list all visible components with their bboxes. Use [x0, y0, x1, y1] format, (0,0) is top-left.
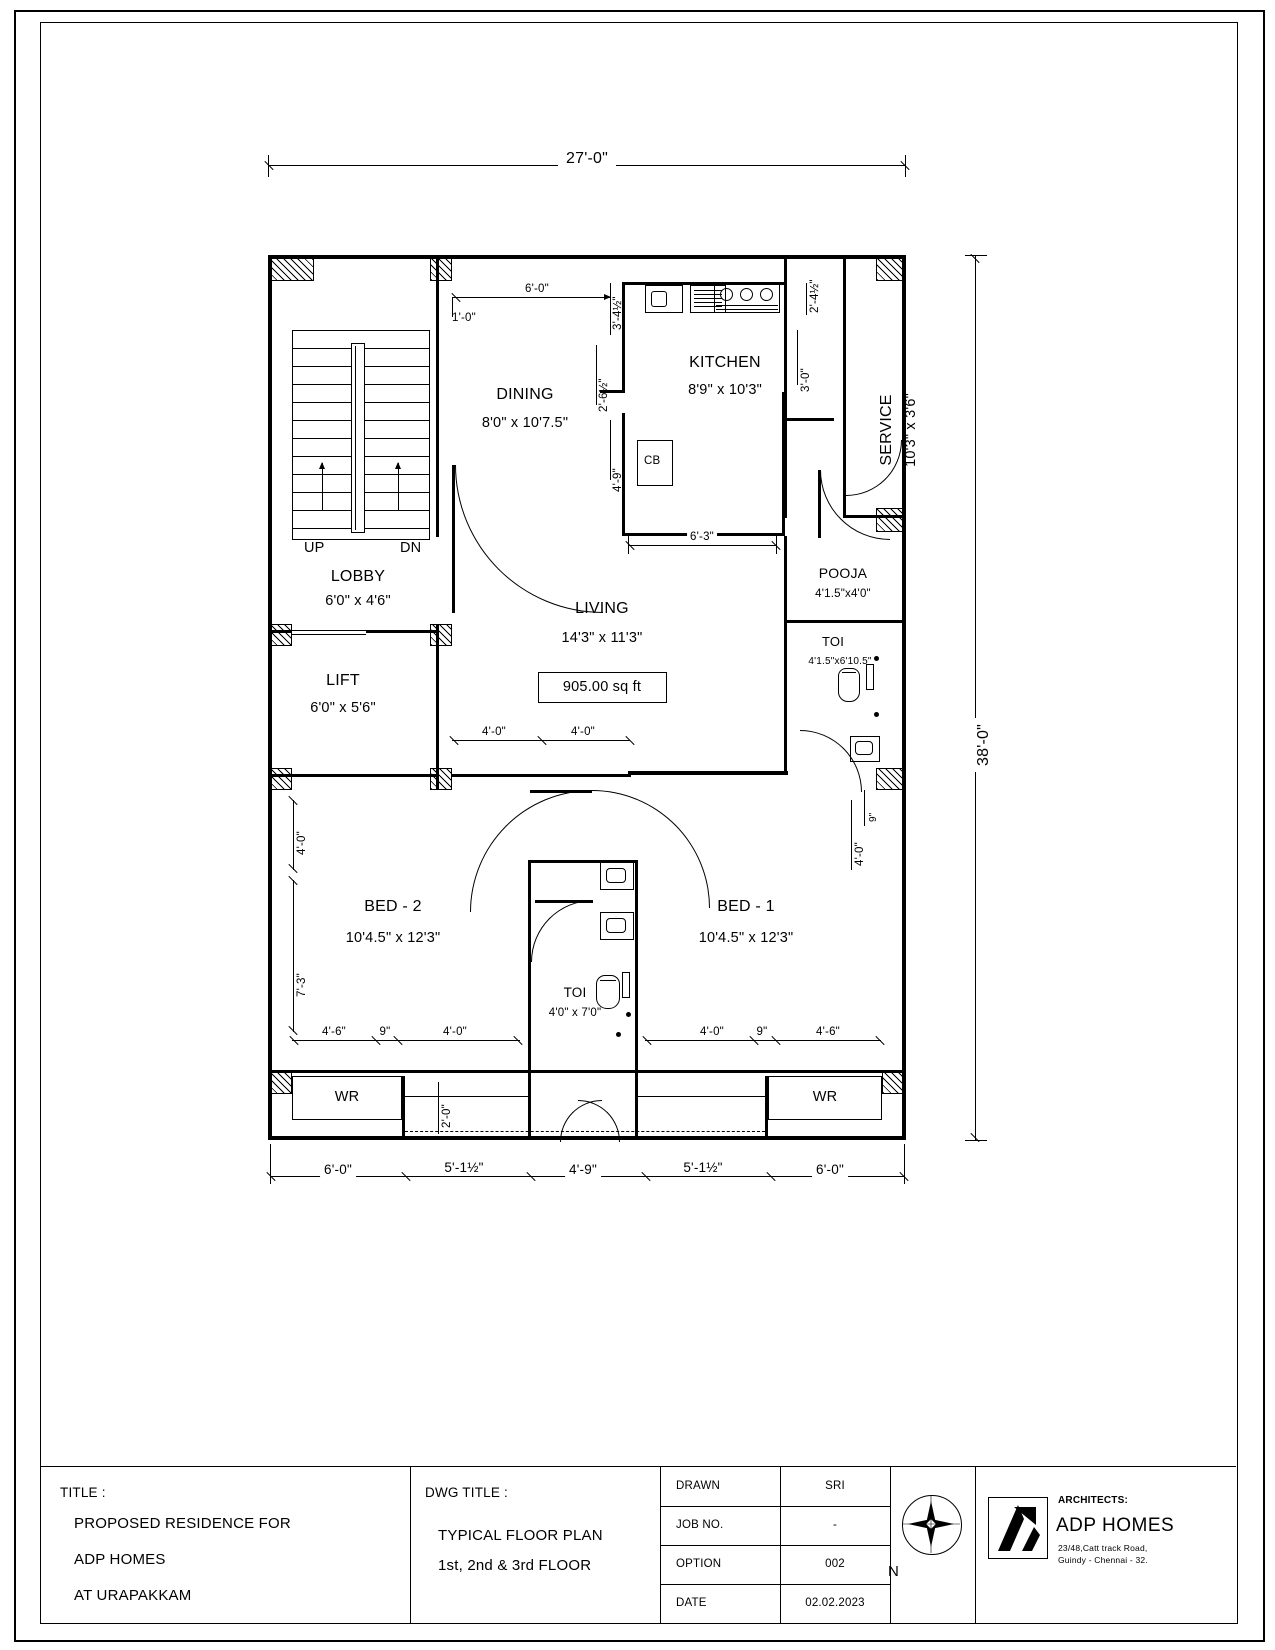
firm-name: ADP HOMES: [1056, 1515, 1175, 1536]
room-label-bed1: BED - 1: [717, 898, 775, 915]
balcony-line: [405, 1096, 528, 1097]
titleblock-dwg-label: DWG TITLE :: [425, 1485, 508, 1500]
titleblock-field-value-date: 02.02.2023: [805, 1597, 865, 1609]
dim-right-9: 9": [868, 812, 879, 822]
tap-point: [626, 1012, 631, 1017]
dim-bottom-2: 5'-1½": [440, 1160, 487, 1175]
dim-4-0-a: 4'-0": [479, 726, 509, 738]
dim-line: [438, 1082, 439, 1134]
dim-ext: [268, 155, 269, 177]
wall-top: [268, 255, 906, 259]
room-size-bed2: 10'4.5" x 12'3": [345, 930, 441, 946]
room-label-pooja: POOJA: [818, 565, 868, 581]
wall-internal: [635, 1076, 638, 1136]
wall-right: [902, 255, 906, 1140]
room-size-living: 14'3" x 11'3": [561, 630, 643, 646]
balcony-line: [638, 1096, 765, 1097]
room-size-toi-central: 4'0" x 7'0": [548, 1007, 602, 1019]
cistern-central-toi: [622, 972, 630, 998]
dim-2-0: 2'-0": [441, 1104, 453, 1128]
dim-4-0-b: 4'-0": [568, 726, 598, 738]
titleblock-field-label-drawn: DRAWN: [676, 1480, 721, 1492]
room-size-service: 10'3" x 3'6": [903, 393, 919, 467]
dim-6-0-kitchen: 6'-0": [522, 283, 552, 295]
dim-line: [851, 800, 852, 870]
dim-4-9: 4'-9": [612, 468, 624, 492]
cb-label: CB: [644, 455, 661, 467]
dim-bed1-9: 9": [756, 1026, 768, 1038]
wall-internal: [402, 1076, 405, 1136]
basin-bowl: [855, 741, 873, 755]
wall-internal: [765, 1076, 768, 1136]
hob-burner: [760, 288, 773, 301]
room-label-bed2: BED - 2: [364, 898, 422, 915]
north-arrow-icon: [902, 1495, 960, 1553]
dim-right-overall: 38'-0": [975, 718, 993, 772]
titleblock-field-value-jobno: -: [832, 1519, 838, 1531]
dim-right-line: [975, 255, 976, 1140]
wall-internal: [436, 255, 439, 537]
wall-internal: [628, 771, 631, 777]
titleblock-title-line-3: AT URAPAKKAM: [74, 1587, 192, 1604]
basin-bowl: [606, 868, 626, 883]
room-label-living: LIVING: [575, 600, 629, 617]
column: [430, 768, 452, 790]
basin-bowl: [606, 918, 626, 933]
adp-logo-icon: [988, 1497, 1048, 1559]
room-label-toi-right: TOI: [821, 634, 845, 649]
wall-internal: [436, 624, 439, 790]
dim-bed2-7-3: 7'-3": [296, 970, 308, 1000]
dim-6-3: 6'-3": [687, 531, 717, 543]
wall-internal: [268, 1070, 906, 1073]
tap-point: [874, 656, 879, 661]
titleblock-title-line-2: ADP HOMES: [74, 1551, 166, 1568]
wall-internal: [784, 536, 787, 624]
wall-internal: [452, 774, 630, 777]
dim-bed1-4-6: 4'-6": [816, 1026, 840, 1038]
column: [430, 624, 452, 646]
wall-internal: [784, 623, 787, 771]
wall-internal: [784, 620, 906, 623]
column: [268, 768, 292, 790]
dim-line: [293, 800, 294, 870]
dim-bed1-4-0: 4'-0": [700, 1026, 724, 1038]
north-label: N: [888, 1563, 900, 1580]
dim-line: [628, 545, 776, 546]
column: [268, 1070, 292, 1094]
column: [268, 255, 314, 281]
stair-dn-label: DN: [400, 540, 422, 556]
dim-top-overall: 27'-0": [558, 150, 616, 168]
room-label-toi-central: TOI: [563, 985, 587, 1000]
titleblock-field-value-drawn: SRI: [825, 1480, 845, 1492]
hob-burner: [720, 288, 733, 301]
dim-bottom-4: 5'-1½": [679, 1160, 726, 1175]
hob-burner: [740, 288, 753, 301]
room-size-toi-right: 4'1.5"x6'10.5": [808, 656, 872, 667]
dim-3-0: 3'-0": [800, 368, 812, 392]
wardrobe-label-left: WR: [334, 1089, 360, 1105]
architect-address-line-2: Guindy - Chennai - 32.: [1058, 1555, 1148, 1565]
wc-right-toi: [838, 668, 860, 702]
room-size-bed1: 10'4.5" x 12'3": [698, 930, 794, 946]
dim-2-4: 2'-4½": [809, 279, 821, 313]
dim-line: [292, 1040, 520, 1041]
dim-bed2-9: 9": [379, 1026, 391, 1038]
column: [876, 768, 906, 790]
title-block: [40, 1466, 1236, 1622]
titleblock-field-label-jobno: JOB NO.: [676, 1519, 724, 1531]
dim-bed2-4-0: 4'-0": [443, 1026, 467, 1038]
column: [876, 255, 906, 281]
dim-ext: [965, 1140, 987, 1141]
column: [268, 624, 292, 646]
room-size-dining: 8'0" x 10'7.5": [481, 415, 569, 431]
room-label-dining: DINING: [496, 386, 554, 403]
dim-bottom-1: 6'-0": [320, 1162, 356, 1177]
stair-dn-arrow: [398, 463, 399, 511]
dim-line: [806, 283, 807, 315]
wall-internal: [528, 1076, 531, 1136]
titleblock-dwg-line-1: TYPICAL FLOOR PLAN: [438, 1527, 603, 1544]
dim-right-4-0: 4'-0": [854, 842, 866, 866]
wall-left: [268, 255, 272, 1140]
tap-point: [874, 712, 879, 717]
dim-line: [293, 880, 294, 1032]
dim-line: [452, 297, 610, 298]
room-label-lobby: LOBBY: [330, 568, 386, 585]
titleblock-field-label-option: OPTION: [676, 1558, 722, 1570]
wall-internal: [268, 774, 438, 777]
titleblock-field-label-date: DATE: [676, 1597, 707, 1609]
dim-3-4: 3'-4½": [612, 296, 624, 330]
tap-point: [616, 1032, 621, 1037]
architect-address-line-1: 23/48,Catt track Road,: [1058, 1543, 1148, 1553]
titleblock-title-label: TITLE :: [60, 1485, 106, 1500]
cistern-right-toi: [866, 664, 874, 690]
door-leaf: [452, 465, 455, 613]
dim-line: [864, 790, 865, 826]
dim-bottom-5: 6'-0": [812, 1162, 848, 1177]
dim-1-0: 1'-0": [452, 312, 476, 324]
column: [430, 255, 452, 281]
room-size-lobby: 6'0" x 4'6": [325, 593, 391, 609]
dim-line: [610, 283, 611, 335]
dim-ext: [905, 155, 906, 177]
room-label-kitchen: KITCHEN: [689, 354, 761, 371]
stair-stringer: [351, 343, 365, 533]
room-size-kitchen: 8'9" x 10'3": [688, 382, 762, 398]
wardrobe-label-right: WR: [812, 1089, 838, 1105]
titleblock-title-line-1: PROPOSED RESIDENCE FOR: [74, 1515, 291, 1532]
room-size-lift: 6'0" x 5'6": [310, 700, 376, 716]
architects-label: ARCHITECTS:: [1058, 1495, 1128, 1506]
dim-ext: [965, 255, 987, 256]
dim-line: [645, 1040, 881, 1041]
dim-bed2-4-0: 4'-0": [296, 828, 308, 858]
stair-up-label: UP: [304, 540, 325, 556]
dim-bed2-4-6: 4'-6": [322, 1026, 346, 1038]
sink-bowl: [651, 291, 667, 307]
column: [882, 1070, 906, 1094]
dim-line: [610, 420, 611, 480]
wall-internal: [784, 418, 787, 518]
room-label-service: SERVICE: [878, 394, 895, 466]
room-label-lift: LIFT: [326, 672, 360, 689]
dim-bottom-3: 4'-9": [565, 1162, 601, 1177]
dim-line: [797, 330, 798, 385]
dim-line: [596, 345, 597, 405]
dim-2-6: 2'-6½": [598, 378, 610, 412]
titleblock-field-value-option: 002: [825, 1558, 845, 1570]
room-size-pooja: 4'1.5"x4'0": [815, 588, 871, 600]
titleblock-dwg-line-2: 1st, 2nd & 3rd FLOOR: [438, 1557, 592, 1574]
wall-internal: [628, 771, 788, 775]
wall-internal: [784, 418, 834, 421]
area-badge: 905.00 sq ft: [562, 679, 642, 695]
stair-up-arrow: [322, 463, 323, 511]
